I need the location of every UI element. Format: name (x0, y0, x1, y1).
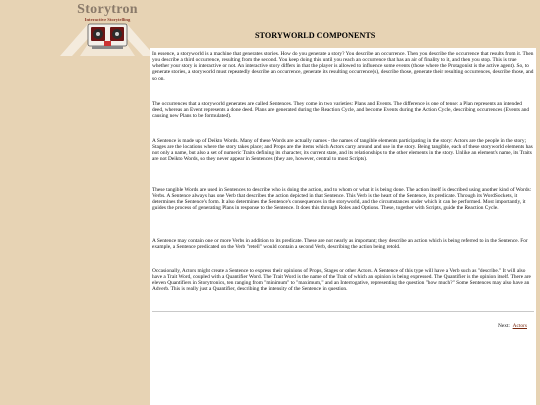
logo-title: Storytron (77, 2, 138, 17)
paragraph-sentences: The occurrences that a storyworld generates are called Sentences. They come in two varieties: Plans and Events. The difference is one of tense: a Plan represents an intended deed, whereas an Event represents a done deed. Plans are generated during the Reaction Cycle, and become Events during the Action Cycle, describing occurrences (Events and causing new Plans to be formulated). (152, 101, 530, 120)
paragraph-secondary-verbs: A Sentence may contain one or more Verbs in addition to its predicate. These are not nearly as important; they describe an action which is being referred to in the Sentence. For example, a Sentence predicated on the Verb "retell" would contain a second Verb, describing the action being retold. (152, 238, 528, 251)
divider (152, 311, 534, 312)
logo-machine-icon (60, 20, 155, 56)
storytron-logo[interactable] (60, 2, 155, 54)
paragraph-verbs: These tangible Words are used in Sentences to describe who is doing the action, and to whom or what it is being done. The action itself is described using another kind of Words: Verbs. A Sentence always has one Verb that describes the action depicted in that Sentence. This Verb is the heart of the Sentence, its predicate. Through its WordSockets, it determines the Sentence's form. It also determines the Sentence's consequences in the storyworld, and the circumstances under which it can be performed. Most importantly, it guides the process of generating Plans in response to the Sentence. It does this through Roles and Options. These, together with Scripts, guide the Reaction Cycle. (152, 187, 532, 212)
next-link-actors[interactable]: Actors (512, 323, 527, 329)
page-title: STORYWORLD COMPONENTS (255, 31, 376, 40)
logo-subtitle: Interactive Storytelling (84, 17, 131, 22)
paragraph-opinions: Occasionally, Actors might create a Sentence to express their opinions of Props, Stages or other Actors. A Sentence of this type will have a Verb such as "describe." It will also have a Trait Word, coupled with a Quantifier Word. The Trait Word is the name of the Trait of which an opinion is being expressed. The Quantifier is the opinion itself. There are eleven Quantifiers in Storytronics, ten ranging from "minimum" to "maximum," and an Interrogative, representing the question "how much?" Some Sentences may also have an Adverb. This is really just a Quantifier, describing the intensity of the Sentence in question. (152, 268, 531, 293)
main-content (150, 48, 536, 405)
next-label: Next: (497, 323, 510, 329)
paragraph-intro: In essence, a storyworld is a machine that generates stories. How do you generate a story? You describe an occurrence. Then you describe the occurrence that results from it. Then you describe a third occurrence, resulting from the second. You keep doing this until you reach an occurrence that has an air of finality to it, and then you stop. This is true whether your story is interactive or not. An interactive story differs in that the player is allowed to influence some events (those where the Protagonist is the active agent). So, to generate stories, a storyworld must repeatedly describe an occurrence, generate its resulting occurrence(s), describe those, generate their resulting occurrences, describe those, and so on. (152, 51, 534, 82)
next-navigation (498, 323, 527, 329)
paragraph-deikto-words: A Sentence is made up of Deikto Words. Many of these Words are actually names - the names of tangible elements participating in the story: Actors are the people in the story; Stages are the locations where the story takes place; and Props are the items which Actors carry around and use in the story. Being tangible, each of these storyworld elements has not only a name, but also a set of numeric Traits defining its character, its current state, and its relationships to the other elements in the story. Unlike an element's name, its Traits are not Deikto Words, so they never appear in Sentences (they are, however, central to most Scripts). (152, 138, 533, 163)
